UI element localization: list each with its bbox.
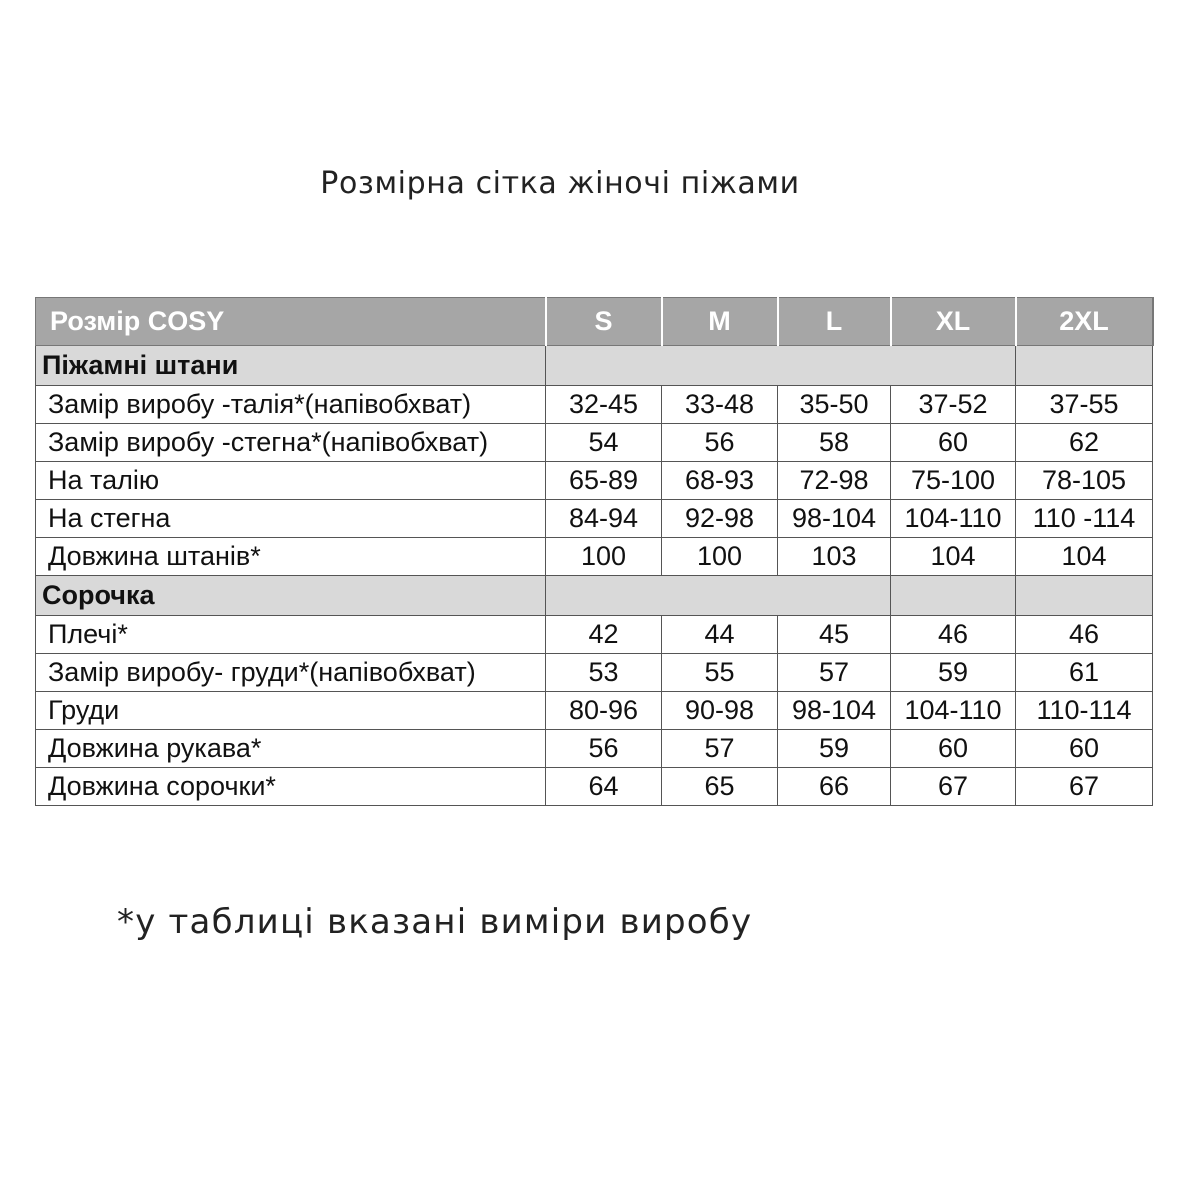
measurement-value: 37-55 (1016, 386, 1153, 424)
measurement-value: 65-89 (546, 462, 662, 500)
measurement-label: На стегна (36, 500, 546, 538)
measurement-value: 104-110 (891, 692, 1016, 730)
table-row (36, 654, 1153, 692)
measurement-label: Замір виробу -талія*(напівобхват) (36, 386, 546, 424)
measurement-value: 46 (891, 616, 1016, 654)
measurement-value: 80-96 (546, 692, 662, 730)
size-chart-table (35, 297, 1154, 806)
section-title: Сорочка (36, 576, 546, 616)
measurement-label: Замір виробу- груди*(напівобхват) (36, 654, 546, 692)
measurement-value: 90-98 (662, 692, 778, 730)
table-row (36, 616, 1153, 654)
measurement-label: Плечі* (36, 616, 546, 654)
measurement-label: На талію (36, 462, 546, 500)
header-size-2xl: 2XL (1016, 298, 1153, 346)
measurement-value: 61 (1016, 654, 1153, 692)
section-title: Піжамні штани (36, 346, 546, 386)
section-empty-cell (546, 576, 891, 616)
header-size-xl: XL (891, 298, 1016, 346)
header-size-s: S (546, 298, 662, 346)
measurement-label: Груди (36, 692, 546, 730)
measurement-value: 100 (546, 538, 662, 576)
section-header-row (36, 576, 1153, 616)
measurement-value: 44 (662, 616, 778, 654)
measurement-label: Довжина рукава* (36, 730, 546, 768)
measurement-value: 98-104 (778, 500, 891, 538)
measurement-value: 42 (546, 616, 662, 654)
measurement-value: 72-98 (778, 462, 891, 500)
measurement-value: 35-50 (778, 386, 891, 424)
measurement-value: 65 (662, 768, 778, 806)
measurement-value: 55 (662, 654, 778, 692)
header-size-m: M (662, 298, 778, 346)
measurement-value: 104 (1016, 538, 1153, 576)
measurement-value: 98-104 (778, 692, 891, 730)
measurement-label: Довжина штанів* (36, 538, 546, 576)
measurement-value: 64 (546, 768, 662, 806)
measurement-value: 75-100 (891, 462, 1016, 500)
measurement-value: 58 (778, 424, 891, 462)
page-title: Розмірна сітка жіночі піжами (320, 166, 800, 201)
measurement-value: 78-105 (1016, 462, 1153, 500)
measurement-value: 68-93 (662, 462, 778, 500)
measurement-value: 104 (891, 538, 1016, 576)
table-row (36, 386, 1153, 424)
measurement-value: 59 (891, 654, 1016, 692)
header-size-l: L (778, 298, 891, 346)
measurement-value: 56 (662, 424, 778, 462)
measurement-value: 57 (662, 730, 778, 768)
measurement-value: 37-52 (891, 386, 1016, 424)
measurement-value: 32-45 (546, 386, 662, 424)
table-row (36, 500, 1153, 538)
section-empty-cell (1016, 346, 1153, 386)
measurement-value: 53 (546, 654, 662, 692)
measurement-value: 60 (891, 730, 1016, 768)
header-size-label: Розмір COSY (36, 298, 546, 346)
table-header-row (36, 298, 1153, 346)
measurement-value: 92-98 (662, 500, 778, 538)
measurement-value: 84-94 (546, 500, 662, 538)
measurement-value: 54 (546, 424, 662, 462)
section-empty-cell (546, 346, 1016, 386)
measurement-value: 67 (1016, 768, 1153, 806)
section-empty-cell (1016, 576, 1153, 616)
measurement-value: 67 (891, 768, 1016, 806)
measurement-value: 60 (1016, 730, 1153, 768)
measurement-label: Довжина сорочки* (36, 768, 546, 806)
measurement-value: 110-114 (1016, 692, 1153, 730)
measurement-value: 33-48 (662, 386, 778, 424)
measurement-value: 57 (778, 654, 891, 692)
measurement-value: 110 -114 (1016, 500, 1153, 538)
measurement-value: 45 (778, 616, 891, 654)
section-empty-cell (891, 576, 1016, 616)
measurement-value: 59 (778, 730, 891, 768)
table-row (36, 692, 1153, 730)
measurement-value: 46 (1016, 616, 1153, 654)
table-row (36, 768, 1153, 806)
measurement-value: 100 (662, 538, 778, 576)
table-row (36, 730, 1153, 768)
footnote: *у таблиці вказані виміри виробу (117, 902, 753, 942)
measurement-value: 56 (546, 730, 662, 768)
measurement-value: 66 (778, 768, 891, 806)
table-row (36, 538, 1153, 576)
measurement-value: 104-110 (891, 500, 1016, 538)
measurement-label: Замір виробу -стегна*(напівобхват) (36, 424, 546, 462)
measurement-value: 62 (1016, 424, 1153, 462)
table-row (36, 424, 1153, 462)
measurement-value: 60 (891, 424, 1016, 462)
measurement-value: 103 (778, 538, 891, 576)
section-header-row (36, 346, 1153, 386)
table-row (36, 462, 1153, 500)
